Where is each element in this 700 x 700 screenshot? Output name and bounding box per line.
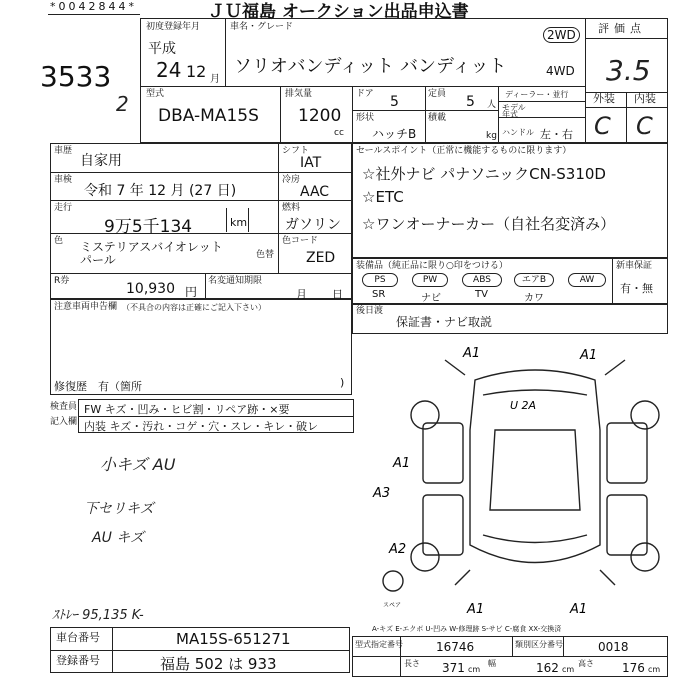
handle-label: ハンドル xyxy=(502,128,534,137)
displacement-value: 1200 xyxy=(298,106,342,126)
damage-mark-5: A2 xyxy=(389,542,407,557)
plate-number: 福島 502 は 933 xyxy=(160,655,277,673)
front-right-panel xyxy=(607,423,647,483)
exterior-items: FW キズ・凹み・ヒビ割・リペア跡・×要 xyxy=(84,403,290,416)
form-title: ＪＵ福島 オークション出品申込書 xyxy=(208,2,469,22)
inspector-label: 検査員 xyxy=(50,402,78,412)
doors-label: ドア xyxy=(356,89,374,99)
damage-diagram xyxy=(373,345,685,617)
shape-value: ハッチB xyxy=(372,127,417,141)
color-label: 色 xyxy=(54,236,64,246)
damage-mark-1: A1 xyxy=(463,346,481,361)
declaration-sub: （不具合の内容は正確にご記入下さい） xyxy=(122,303,266,312)
capacity-unit: 人 xyxy=(487,100,497,110)
cooler-label: 冷房 xyxy=(282,175,301,185)
damage-mark-2: A1 xyxy=(580,348,598,363)
width-value: 162 xyxy=(536,661,559,675)
displacement-label: 排気量 xyxy=(285,89,313,99)
handwritten-note-2: 下セリキズ xyxy=(84,501,154,517)
sales-point-3: ☆ワンオーナーカー（自社名変済み） xyxy=(362,215,616,233)
equip-leather: カワ xyxy=(524,293,544,304)
new-car-warranty-label: 新車保証 xyxy=(616,261,653,271)
interior-items: 内装 キズ・汚れ・コゲ・穴・スレ・キレ・破レ xyxy=(84,420,319,433)
serial-number: *0042844* xyxy=(50,0,137,13)
car-trunk xyxy=(483,535,587,543)
length-label: 長さ xyxy=(404,659,420,668)
spare-tire xyxy=(383,571,403,591)
fuel-label: 燃料 xyxy=(282,203,301,213)
color-code-label: 色コード xyxy=(282,236,319,246)
front-left-panel xyxy=(423,423,463,483)
capacity-value: 5 xyxy=(466,94,475,110)
interior-grade: C xyxy=(636,112,653,140)
chassis-number: MA15S-651271 xyxy=(176,630,291,648)
car-roof xyxy=(490,430,580,510)
first-reg-label: 初度登録年月 xyxy=(146,22,201,32)
car-hood xyxy=(483,390,587,395)
sales-point-label: セールスポイント（正常に機能するものに限ります） xyxy=(356,146,572,156)
model-code: DBA-MA15S xyxy=(158,106,259,126)
sales-point-1: ☆社外ナビ パナソニックCN-S310D xyxy=(362,165,606,183)
evaluation-label: 評価点 xyxy=(598,22,646,35)
rear-right-panel xyxy=(607,495,647,555)
diagram-legend: A-キズ E-エクボ U-凹み W-修理跡 S-サビ C-腐食 XX-交換済 xyxy=(372,625,562,633)
mileage-unit: km xyxy=(230,216,248,229)
inspection-value: 令和 7 年 12 月 (27 日) xyxy=(84,183,237,199)
wheel-rr xyxy=(631,543,659,571)
after-delivery-label: 後日渡 xyxy=(356,306,384,316)
repair-history-label: 修復歴 xyxy=(54,380,87,393)
drive-2wd: 2WD xyxy=(543,27,580,43)
recycle-value: 10,930 xyxy=(126,281,175,297)
reg-year: 24 xyxy=(156,58,182,82)
shift-value: IAT xyxy=(300,155,322,171)
spare-label: スペア xyxy=(383,602,402,609)
repair-close-bracket: ) xyxy=(340,376,345,389)
after-delivery-value: 保証書・ナビ取説 xyxy=(396,315,493,329)
sales-point-2: ☆ETC xyxy=(362,188,404,206)
mileage-label: 走行 xyxy=(54,203,73,213)
equip-abs: ABS xyxy=(462,273,502,287)
model-year-label: モデル年式 xyxy=(502,103,526,119)
evaluation-score: 3.5 xyxy=(606,54,651,87)
damage-mark-8: U 2A xyxy=(510,399,537,412)
exterior-label: 外装 xyxy=(593,92,615,105)
vehicle-name-label: 車名・グレード xyxy=(230,22,294,32)
handwritten-note-1: 小キズ AU xyxy=(100,455,176,474)
equip-aw: AW xyxy=(568,273,606,287)
shape-label: 形状 xyxy=(356,113,375,123)
equip-tv: TV xyxy=(475,289,488,300)
declaration-label: 注意車両申告欄 xyxy=(54,302,118,312)
height-unit: cm xyxy=(648,665,661,674)
height-value: 176 xyxy=(622,661,645,675)
reg-month: 12 xyxy=(186,62,207,81)
lot-handwritten-mark: 2 xyxy=(116,92,129,116)
damage-mark-6: A1 xyxy=(467,602,485,617)
notice-day: 日 xyxy=(332,288,343,301)
displacement-unit: cc xyxy=(334,128,344,138)
dealer-label: ディーラー・並行 xyxy=(505,90,569,99)
interior-label: 内装 xyxy=(634,92,656,105)
wheel-rl xyxy=(411,543,439,571)
damage-mark-7: A1 xyxy=(570,602,588,617)
entry-label: 記入欄 xyxy=(50,417,78,427)
doors-value: 5 xyxy=(390,94,399,110)
equipment-label: 装備品（純正品に限り○印をつける） xyxy=(356,261,508,271)
purpose-value: 自家用 xyxy=(80,153,122,169)
purpose-label: 車歴 xyxy=(54,146,73,156)
equip-navi: ナビ xyxy=(421,293,441,304)
height-label: 高さ xyxy=(578,659,594,668)
equip-airbag: エアB xyxy=(514,273,554,287)
vehicle-grade: バンディット xyxy=(400,56,507,77)
equip-ps: PS xyxy=(362,273,398,287)
handle-value: 左・右 xyxy=(540,128,573,141)
drive-4wd: 4WD xyxy=(546,64,575,78)
notice-label: 名変通知期限 xyxy=(208,276,263,286)
mileage-value: 9万5千134 xyxy=(104,217,193,237)
equip-pw: PW xyxy=(412,273,448,287)
handwritten-note-4: ｽﾄﾚｰ 95,135 K- xyxy=(52,608,144,623)
recycle-label: R券 xyxy=(54,276,70,286)
width-unit: cm xyxy=(562,665,575,674)
notice-month: 月 xyxy=(296,288,307,301)
type-number-label: 型式指定番号 xyxy=(355,640,403,649)
equip-sr: SR xyxy=(372,289,386,300)
handwritten-note-3: AU キズ xyxy=(92,530,144,546)
capacity-label: 定員 xyxy=(428,89,447,99)
notes-frame xyxy=(50,299,352,395)
category-number: 0018 xyxy=(598,640,629,654)
repair-history-value: 有（箇所 xyxy=(98,380,142,393)
shift-label: シフト xyxy=(282,146,310,156)
inspection-label: 車検 xyxy=(54,175,73,185)
wheel-fl xyxy=(411,401,439,429)
reg-era: 平成 xyxy=(148,41,176,57)
model-label: 型式 xyxy=(146,89,165,99)
chassis-label: 車台番号 xyxy=(56,631,100,644)
category-label: 類別区分番号 xyxy=(515,640,563,649)
type-number: 16746 xyxy=(436,640,475,654)
length-unit: cm xyxy=(468,665,481,674)
recycle-unit: 円 xyxy=(185,285,198,299)
length-value: 371 xyxy=(442,661,465,675)
exterior-grade: C xyxy=(594,112,611,140)
reg-month-unit: 月 xyxy=(210,74,220,85)
weight-label: 積載 xyxy=(428,113,447,123)
fuel-value: ガソリン xyxy=(285,217,341,233)
damage-mark-4: A3 xyxy=(373,486,391,501)
wheel-fr xyxy=(631,401,659,429)
cooler-value: AAC xyxy=(300,184,330,200)
color-code-value: ZED xyxy=(306,250,336,266)
width-label: 幅 xyxy=(488,659,496,668)
color-value: ミステリアスバイオレット パール xyxy=(80,240,223,267)
plate-label: 登録番号 xyxy=(56,654,100,667)
weight-unit: kg xyxy=(486,131,497,141)
rear-left-panel xyxy=(423,495,463,555)
damage-mark-3: A1 xyxy=(393,456,411,471)
lot-number: 3533 xyxy=(40,60,112,93)
new-car-warranty-value: 有・無 xyxy=(620,282,653,295)
vehicle-name: ソリオバンディット xyxy=(234,56,395,77)
color-swap-label: 色替 xyxy=(256,250,275,260)
